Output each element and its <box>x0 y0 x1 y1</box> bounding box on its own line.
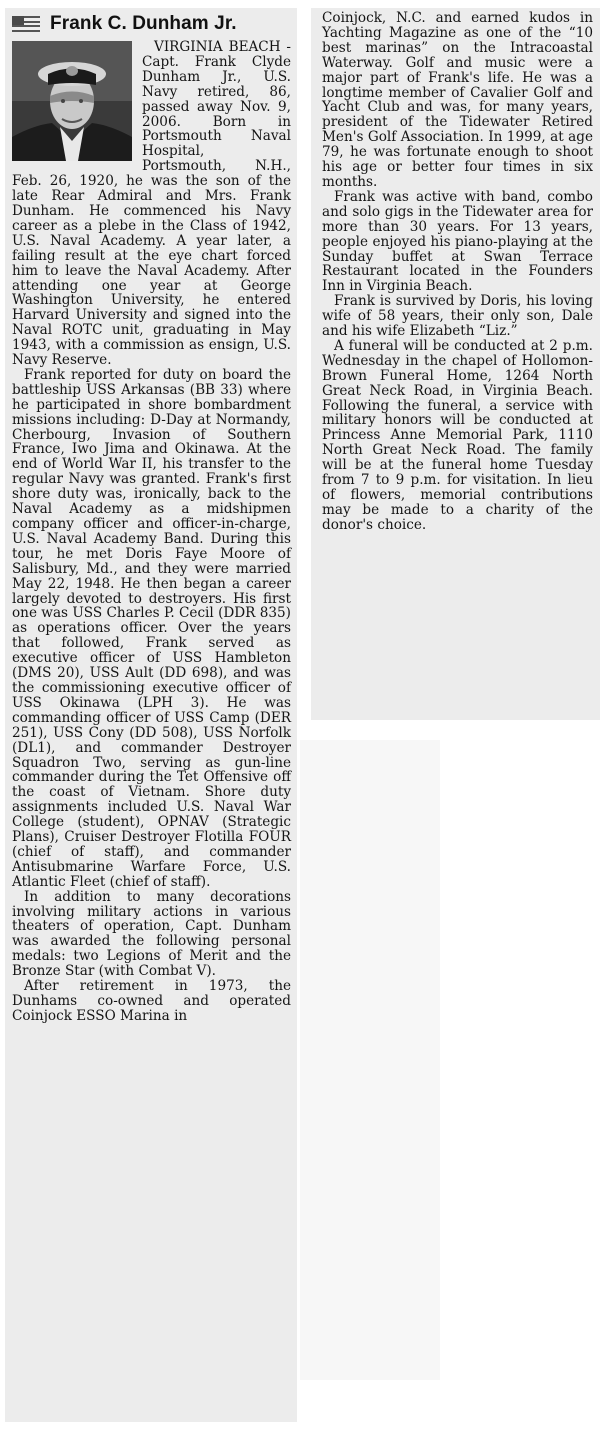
paragraph-music: Frank was active with band, combo and solo gigs in the Tidewater area for more than 30 years. For 13 years, people enjoyed his piano-playing at the Sunday buffet at Swan Terrace Restaurant located in the Founders Inn in Virginia Beach. <box>322 188 593 295</box>
obituary-header <box>12 12 292 36</box>
paragraph-survivors: Frank is survived by Doris, his loving wife of 58 years, their only son, Dale and his wife Elizabeth “Liz.” <box>322 293 593 340</box>
paragraph-decorations: In addition to many decorations involving military actions in various theaters of operation, Capt. Dunham was awarded the following personal medals: two Legions of Merit and the Bronze Star (with Combat V). <box>12 888 291 980</box>
us-flag-icon <box>12 16 40 32</box>
paragraph-marina: Coinjock, N.C. and earned kudos in Yachting Magazine as one of the “10 best marinas” on the Intracoastal Waterway. Golf and music were a major part of Frank's life. He was a longtime member of Cavalier Golf and Yacht Club and was, for many years, president of the Tidewater Retired Men's Golf Association. In 1999, at age 79, he was fortunate enough to shoot his age or better four times in six months. <box>322 10 593 190</box>
paragraph-intro <box>12 40 291 368</box>
paragraph-career: Frank reported for duty on board the battleship USS Arkansas (BB 33) where he participated in shore bombardment missions including: D-Day at Normandy, Cherbourg, Invasion of Southern France, Iwo Jima and Okinawa. At the end of World War II, his transfer to the regular Navy was granted. Frank's first shore duty was, ironically, back to the Naval Academy as a midshipmen company officer and officer-in-charge, U.S. Naval Academy Band. During this tour, he met Doris Faye Moore of Salisbury, Md., and they were married May 22, 1948. He then began a career largely devoted to destroyers. His first one was USS Charles P. Cecil (DDR 835) as operations officer. Over the years that followed, Frank served as executive officer of USS Hambleton (DMS 20), USS Ault (DD 698), and was the commissioning executive officer of USS Okinawa (LPH 3). He was commanding officer of USS Camp (DER 251), USS Cony (DD 508), USS Norfolk (DL1), and commander Destroyer Squadron Two, serving as gun-line commander during the Tet Offensive off the coast of Vietnam. Shore duty assignments included U.S. Naval War College (student), OPNAV (Strategic Plans), Cruiser Destroyer Flotilla FOUR (chief of staff), and commander Antisubmarine Warfare Force, U.S. Atlantic Fleet (chief of staff). <box>12 366 291 890</box>
paragraph-funeral: A funeral will be conducted at 2 p.m. Wednesday in the chapel of Hollomon-Brown Funeral Home, 1264 North Great Neck Road, in Virginia Beach. Following the funeral, a service with military honors will be conducted at Princess Anne Memorial Park, 1110 North Great Neck Road. The family will be at the funeral home Tuesday from 7 to 9 p.m. for visitation. In lieu of flowers, memorial contributions may be made to a charity of the donor's choice. <box>322 337 593 533</box>
right-text-column <box>322 11 593 533</box>
paragraph-retirement: After retirement in 1973, the Dunhams co-owned and operated Coinjock ESSO Marina in <box>12 978 291 1024</box>
scan-shadow <box>300 740 440 1380</box>
obituary-name: Frank C. Dunham Jr. <box>50 13 237 34</box>
left-text-column <box>12 40 291 1024</box>
portrait-photo <box>12 41 132 161</box>
portrait-image <box>12 41 132 161</box>
paragraph-text: VIRGINIA BEACH - Capt. Frank Clyde Dunham Jr., U.S. Navy retired, 86, passed away Nov. 9, 2006. Born in Portsmouth Naval Hospital, Portsmouth, N.H., Feb. 26, 1920, he was the son of the late Rear Admiral and Mrs. Frank Dunham. He commenced his Navy career as a plebe in the Class of 1942, U.S. Naval Academy. A year later, a failing result at the eye chart forced him to leave the Naval Academy. After attending one year at George Washington University, he entered Harvard University and signed into the Naval ROTC unit, graduating in May 1943, with a commission as ensign, U.S. Navy Reserve. <box>12 39 291 369</box>
